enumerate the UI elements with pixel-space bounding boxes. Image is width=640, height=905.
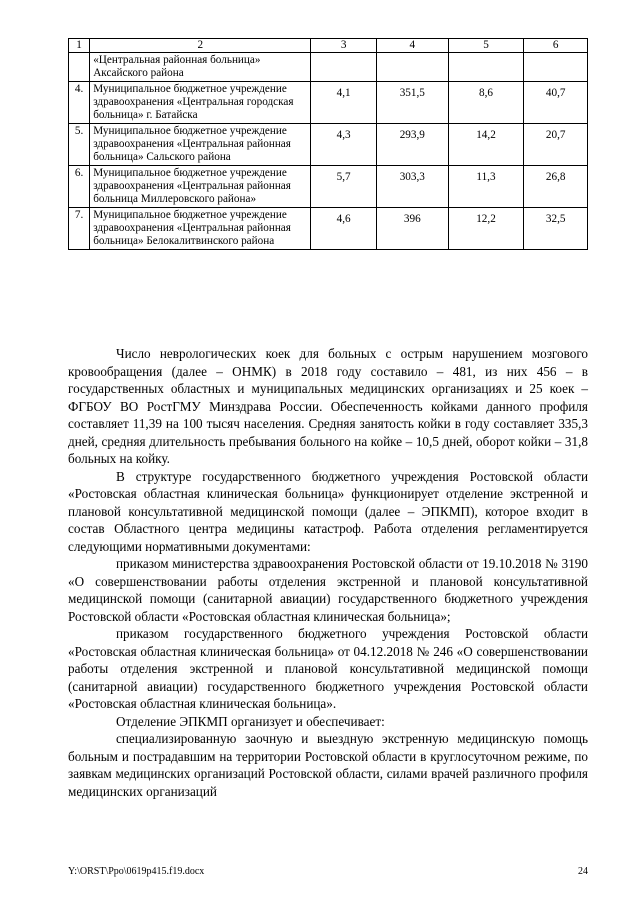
- page-footer: [68, 866, 588, 877]
- row-number: 5.: [69, 124, 90, 166]
- header-cell: 6: [524, 39, 588, 53]
- table-row: [69, 166, 588, 208]
- row-number: 4.: [69, 82, 90, 124]
- table-cell: [376, 53, 448, 82]
- institution-name: Муниципальное бюджетное учреждение здравоохранения «Центральная районная больница Миллеровского района»: [90, 166, 311, 208]
- table-cell: [524, 53, 588, 82]
- table-cell: 5,7: [311, 166, 377, 208]
- table-cell: 26,8: [524, 166, 588, 208]
- table-cell: 293,9: [376, 124, 448, 166]
- paragraph: Число неврологических коек для больных с острым нарушением мозгового кровообращения (далее – ОНМК) в 2018 году составило – 481, из них 456 – в государственных областных и муниципальных медицинских организациях и 25 коек – ФГБОУ ВО РостГМУ Минздрава России. Обеспеченность койками данного профиля составляет 11,39 на 100 тысяч населения. Средняя занятость койки в году составляет 335,3 дней, средняя длительность пребывания больного на койке – 10,5 дней, оборот койки – 31,8 больных на койку.: [68, 346, 588, 466]
- row-number: 7.: [69, 208, 90, 250]
- header-cell: 1: [69, 39, 90, 53]
- page-number: 24: [578, 866, 588, 877]
- table-row: [69, 53, 588, 82]
- table-cell: 396: [376, 208, 448, 250]
- body-text: [68, 345, 588, 800]
- table-cell: 32,5: [524, 208, 588, 250]
- header-cell: 4: [376, 39, 448, 53]
- paragraph: В структуре государственного бюджетного учреждения Ростовской области «Ростовская областная клиническая больница» функционирует отделение экстренной и плановой консультативной медицинской помощи (далее – ЭПКМП), которое входит в состав Областного центра медицины катастроф. Работа отделения регламентируется следующими нормативными документами:: [68, 468, 588, 554]
- table-cell: «Центральная районная больница» Аксайского района: [90, 53, 311, 82]
- table-cell: [69, 53, 90, 82]
- table-cell: [448, 53, 524, 82]
- beds-table: [68, 38, 588, 250]
- header-cell: 2: [90, 39, 311, 53]
- institution-name: Муниципальное бюджетное учреждение здравоохранения «Центральная районная больница» Сальского района: [90, 124, 311, 166]
- table-cell: 303,3: [376, 166, 448, 208]
- paragraph: приказом министерства здравоохранения Ростовской области от 19.10.2018 № 3190 «О совершенствовании работы отделения экстренной и плановой консультативной медицинской помощи (санитарной авиации) государственного бюджетного учреждения Ростовской области «Ростовская областная клиническая больница»;: [68, 556, 588, 624]
- paragraph: приказом государственного бюджетного учреждения Ростовской области «Ростовская областная клиническая больница» от 04.12.2018 № 246 «О совершенствовании работы отделения экстренной и плановой консультативной медицинской помощи (санитарной авиации) государственного бюджетного учреждения Ростовской области «Ростовская областная клиническая больница».: [68, 626, 588, 711]
- file-path: Y:\ORST\Ppo\0619p415.f19.docx: [68, 866, 205, 877]
- paragraph: специализированную заочную и выездную экстренную медицинскую помощь больным и пострадавшим на территории Ростовской области в круглосуточном режиме, по заявкам медицинских организаций Ростовской области, силами врачей различного профиля медицинских организаций: [68, 731, 588, 799]
- table-cell: 40,7: [524, 82, 588, 124]
- table-header-row: [69, 39, 588, 53]
- table-cell: [311, 53, 377, 82]
- table-cell: 4,3: [311, 124, 377, 166]
- institution-name: Муниципальное бюджетное учреждение здравоохранения «Центральная районная больница» Белокалитвинского района: [90, 208, 311, 250]
- table-row: [69, 208, 588, 250]
- table-row: [69, 124, 588, 166]
- header-cell: 5: [448, 39, 524, 53]
- table-cell: 351,5: [376, 82, 448, 124]
- table-cell: 8,6: [448, 82, 524, 124]
- table-cell: 4,1: [311, 82, 377, 124]
- table-cell: 11,3: [448, 166, 524, 208]
- table-cell: 12,2: [448, 208, 524, 250]
- table-cell: 14,2: [448, 124, 524, 166]
- table-cell: 20,7: [524, 124, 588, 166]
- table-row: [69, 82, 588, 124]
- row-number: 6.: [69, 166, 90, 208]
- table-cell: 4,6: [311, 208, 377, 250]
- institution-name: Муниципальное бюджетное учреждение здравоохранения «Центральная городская больница» г. Батайска: [90, 82, 311, 124]
- paragraph: Отделение ЭПКМП организует и обеспечивает:: [116, 713, 385, 729]
- header-cell: 3: [311, 39, 377, 53]
